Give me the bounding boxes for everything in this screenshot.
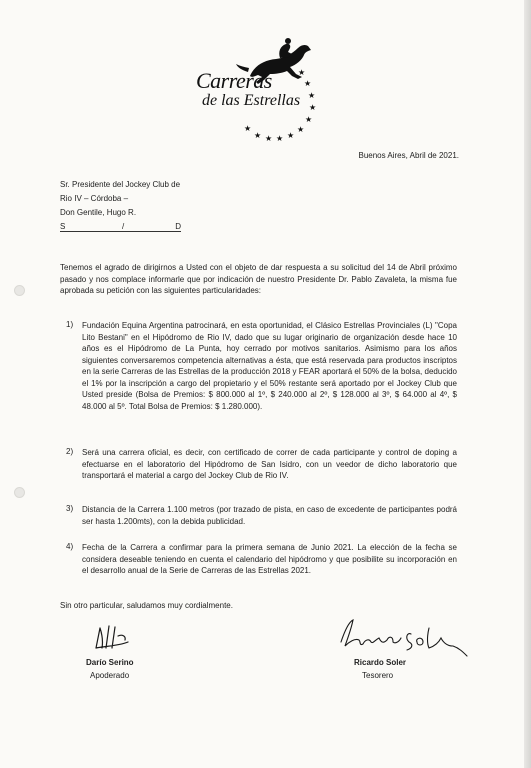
page-edge-shadow [524,0,531,768]
reference-slash: / [122,222,125,231]
soler-handwritten-signature [335,612,470,664]
signatory-1-role: Apoderado [90,671,130,680]
reference-s: S [60,222,66,231]
svg-text:★: ★ [309,103,317,112]
item-3-text: Distancia de la Carrera 1.100 metros (por trazado de pista, en caso de excedente de participantes podrá ser hasta 1.200mts), con la debida publicidad. [82,505,457,526]
letter-date: Buenos Aires, Abril de 2021. [358,151,459,160]
svg-text:★: ★ [254,131,262,140]
item-4-text: Fecha de la Carrera a confirmar para la primera semana de Junio 2021. La elección de la fecha se considera deseable teniendo en cuenta el calendario del hipódromo y que posibilite su incorporación en el desarrollo anual de la Serie de Carreras de las Estrellas 2021. [82,543,457,575]
recipient-line-3: Don Gentile, Hugo R. [60,208,137,217]
item-2-number: 2) [66,447,74,456]
punch-hole-bottom [14,487,25,498]
item-2-text: Será una carrera oficial, es decir, con certificado de correr de cada participante y control de doping a efectuarse en el laboratorio del Hipódromo de San Isidro, con un veedor de dicho laboratorio que transportará el material a cargo del Jockey Club de Rio IV. [82,448,457,480]
svg-text:★: ★ [297,125,305,134]
svg-text:★: ★ [304,79,312,88]
item-4-number: 4) [66,542,74,551]
serino-handwritten-signature [92,622,132,652]
signatory-2-role: Tesorero [362,671,394,680]
item-3-number: 3) [66,504,74,513]
svg-text:★: ★ [276,134,284,143]
carreras-de-las-estrellas-logo [192,32,327,147]
item-1-number: 1) [66,320,74,329]
svg-text:★: ★ [308,91,316,100]
reference-d: D [175,222,181,231]
closing-line: Sin otro particular, saludamos muy cordialmente. [60,601,233,610]
svg-text:★: ★ [305,115,313,124]
svg-text:★: ★ [287,131,295,140]
signatory-1-name: Darío Serino [86,658,134,667]
svg-text:★: ★ [298,68,306,77]
logo-title-line1: Carreras [196,68,272,93]
logo-title-line2: de las Estrellas [202,92,301,109]
reference-underline [60,231,181,232]
svg-text:★: ★ [244,124,252,133]
signatory-2-name: Ricardo Soler [354,658,407,667]
item-1-text: Fundación Equina Argentina patrocinará, en esta oportunidad, el Clásico Estrellas Provinciales (L) "Copa Lito Bestani" en el Hipódromo de Rio IV, dado que su lugar originario de organización desde hace 10 años es el Hipódromo de La Punta, hoy cerrado por motivos sanitarios. Asimismo para los años siguientes conversaremos competencia alternativas a ésta, que está reservada para productos inscriptos en la serie Carreras de las Estrellas de la producción 2018 y FEAR aportará el 50% de la bolsa, deducido el 1% por la inscripción a cargo del propietario y el 50% restante será aportado por el Jockey Club que Usted preside (Bolsa de Premios: $ 800.000 al 1º, $ 240.000 al 2º, $ 128.000 al 3º, $ 64.000 al 4º, $ 48.000 al 5º. Total Bolsa de Premios: $ 1.280.000). [82,321,457,411]
punch-hole-top [14,285,25,296]
recipient-line-1: Sr. Presidente del Jockey Club de [60,180,181,189]
svg-text:★: ★ [265,134,273,143]
intro-paragraph: Tenemos el agrado de dirigirnos a Usted con el objeto de dar respuesta a su solicitud del 14 de Abril próximo pasado y nos complace informarle que por indicación de nuestro Presidente Dr. Pablo Zavaleta, la misma fue aprobada su petición con las siguientes particularidades: [60,263,457,295]
recipient-line-2: Rio IV – Córdoba – [60,194,129,203]
